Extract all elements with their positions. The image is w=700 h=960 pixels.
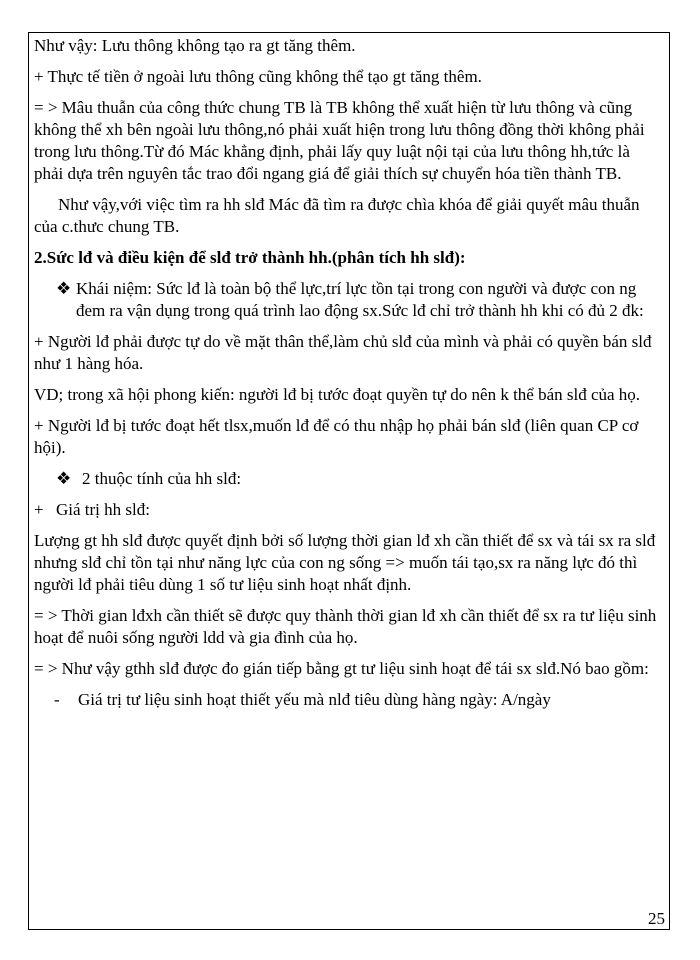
paragraph-7: + Người lđ bị tước đoạt hết tlsx,muốn lđ để có thu nhập họ phải bán slđ (liên quan CP cơ hội). — [34, 416, 639, 457]
paragraph-8: Lượng gt hh slđ được quyết định bởi số lượng thời gian lđ xh cần thiết để sx và tái sx ra slđ nhưng slđ chỉ tồn tại như năng lực của con ng sống => muốn tái tạo,sx ra năng lực đó thì người lđ phải tiêu dùng 1 số tư liệu sinh hoạt nhất định. — [34, 531, 656, 594]
paragraph-2: + Thực tế tiền ở ngoài lưu thông cũng không thể tạo gt tăng thêm. — [34, 67, 482, 86]
paragraph-10: = > Như vậy gthh slđ được đo gián tiếp bằng gt tư liệu sinh hoạt để tái sx slđ.Nó bao gồm: — [34, 659, 649, 678]
paragraph-5: + Người lđ phải được tự do về mặt thân thể,làm chủ slđ của mình và phải có quyền bán slđ như 1 hàng hóa. — [34, 332, 652, 373]
paragraph-9: = > Thời gian lđxh cần thiết sẽ được quy thành thời gian lđ xh cần thiết để sx ra tư liệu sinh hoạt để nuôi sống người ldd và gia đình của họ. — [34, 606, 657, 647]
plus-item-text: Giá trị hh slđ: — [56, 500, 150, 519]
bullet-item-concept — [34, 278, 661, 322]
paragraph-4: Như vậy,với việc tìm ra hh slđ Mác đã tìm ra được chìa khóa để giải quyết mâu thuẫn của c.thưc chung TB. — [34, 195, 640, 236]
diamond-bullet-icon: ❖ — [56, 279, 72, 298]
dash-item — [34, 689, 661, 711]
diamond-bullet-icon: ❖ — [56, 469, 72, 488]
page-frame — [28, 32, 670, 930]
bullet-item-attributes — [34, 468, 661, 490]
paragraph-3: = > Mâu thuẫn của công thức chung TB là TB không thể xuất hiện từ lưu thông và cũng không thể xh bên ngoài lưu thông,nó phải xuất hiện trong lưu thông đồng thời không phải trong lưu thông.Từ đó Mác khẳng định, phải lấy quy luật nội tại của lưu thông hh,tức là phải dựa trên nguyên tắc trao đổi ngang giá để giải thích sự chuyển hóa tiền thành TB. — [34, 98, 645, 183]
dash-marker: - — [54, 690, 60, 709]
bullet-item-concept-text: Khái niệm: Sức lđ là toàn bộ thể lực,trí lực tồn tại trong con người và được con ng đem ra vận dụng trong quá trình lao động sx.Sức lđ chỉ trở thành hh khi có đủ 2 đk: — [76, 279, 644, 320]
page-number: 25 — [648, 909, 665, 928]
plus-marker: + — [34, 500, 44, 519]
plus-item — [34, 499, 661, 521]
paragraph-6: VD; trong xã hội phong kiến: người lđ bị tước đoạt quyền tự do nên k thể bán slđ của họ. — [34, 385, 641, 404]
bullet-item-attributes-text: 2 thuộc tính của hh slđ: — [82, 469, 242, 488]
section-heading: 2.Sức lđ và điều kiện để slđ trở thành hh.(phân tích hh slđ): — [34, 248, 466, 267]
paragraph-1: Như vậy: Lưu thông không tạo ra gt tăng thêm. — [34, 36, 356, 55]
dash-item-text: Giá trị tư liệu sinh hoạt thiết yếu mà nlđ tiêu dùng hàng ngày: A/ngày — [78, 690, 551, 709]
